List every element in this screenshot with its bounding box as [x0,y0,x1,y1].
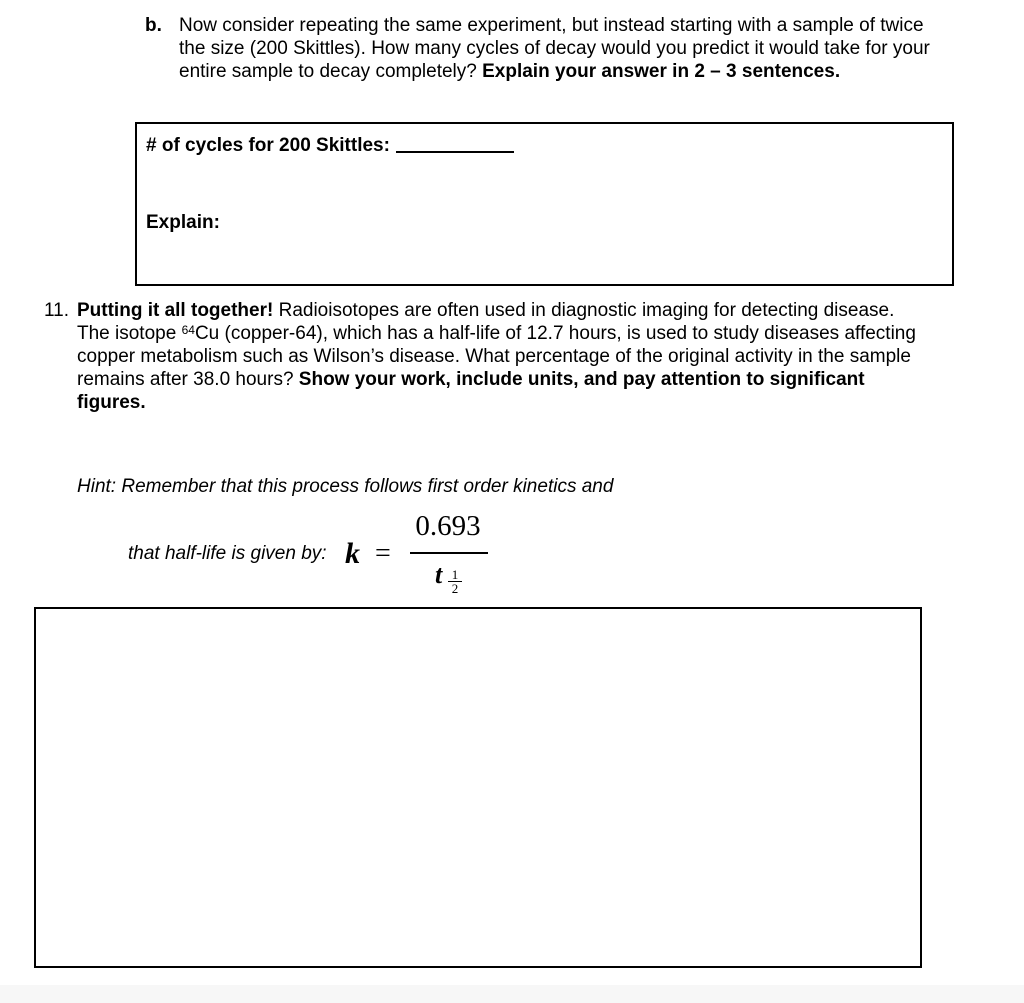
question-11-lead: Putting it all together! [77,300,274,321]
question-11-text [77,299,927,414]
question-11-work-box[interactable] [34,607,922,968]
part-b-prompt: Now consider repeating the same experiment, but instead starting with a sample of twice the size (200 Skittles). How many cycles of decay would you predict it would take for your entire sample to decay completely? [179,15,930,82]
cycles-label: # of cycles for 200 Skittles: [146,135,390,156]
hint-line-1: Hint: Remember that this process follows first order kinetics and [77,476,614,497]
explain-label: Explain: [146,212,220,233]
cycles-field [146,133,514,157]
isotope-symbol: Cu [194,323,220,344]
cycles-answer-blank[interactable] [396,133,514,153]
hint-line-2: that half-life is given by: [128,543,327,564]
fraction-bar [410,552,488,554]
question-11-intro: Radioisotopes are often used in diagnostic imaging for detecting disease. The isotope [77,300,895,344]
part-b-text [179,14,949,83]
question-11-prompt: (copper-64), which has a half-life of 12.7 hours, is used to study diseases affecting copper metabolism such as Wilson’s disease. What percentage of the original activity in the sample remains after 38.0 hours? [77,323,916,390]
formula-denominator: t [435,560,443,589]
question-11-number: 11. [44,300,70,321]
subscript-numerator: 1 [451,567,459,582]
part-b-answer-box[interactable] [135,122,954,286]
question-11-instruction: Show your work, include units, and pay attention to significant figures. [77,369,865,413]
part-b-label: b. [145,15,162,36]
subscript-fraction [448,568,462,595]
isotope-mass-number: 64 [181,323,195,337]
formula-numerator: 0.693 [415,510,481,542]
formula-equals: = [375,538,391,569]
half-life-formula [345,510,505,605]
subscript-denominator: 2 [448,581,462,595]
formula-k: k [345,537,360,570]
part-b-instruction: Explain your answer in 2 – 3 sentences. [482,61,841,82]
